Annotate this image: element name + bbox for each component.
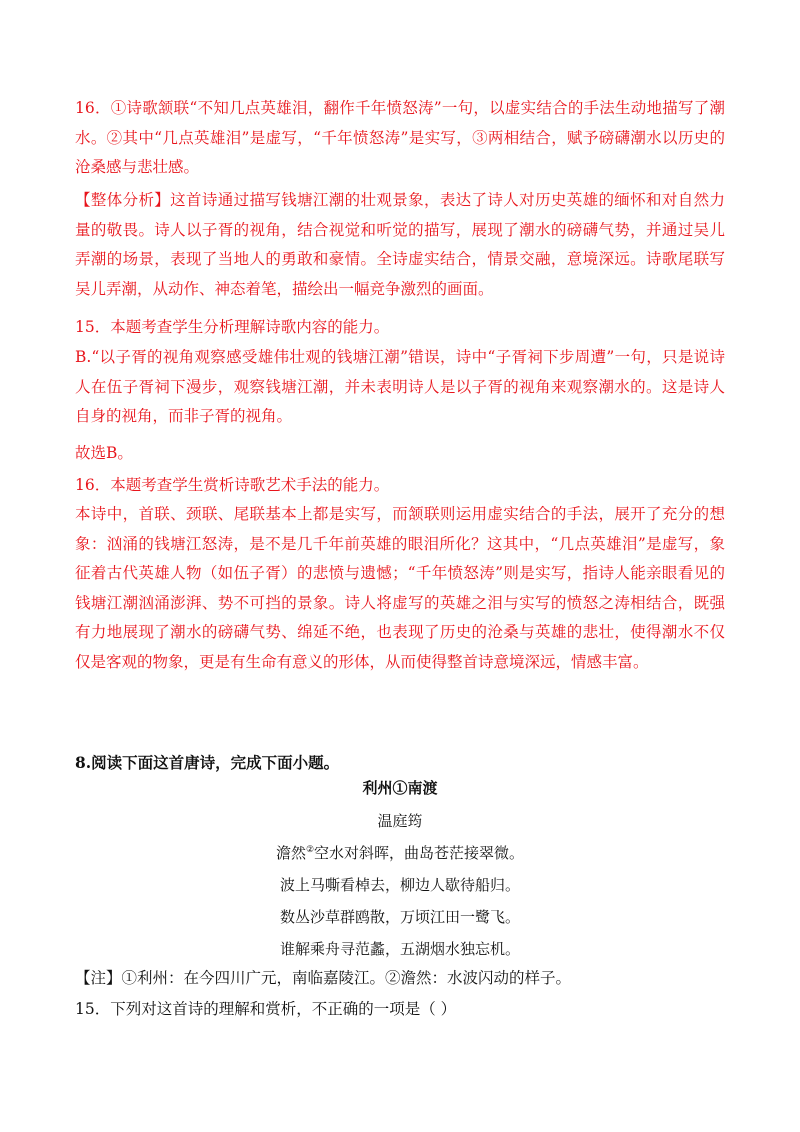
poem-note: 【注】①利州：在今四川广元，南临嘉陵江。②澹然：水波闪动的样子。 — [75, 969, 572, 987]
overall-analysis — [75, 186, 725, 304]
poem-author: 温庭筠 — [377, 812, 423, 830]
overall-analysis-label: 【整体分析】 — [75, 191, 171, 209]
answer-16-summary: 16．①诗歌颔联“不知几点英雄泪，翻作千年愤怒涛”一句，以虚实结合的手法生动地描写了潮水。②其中“几点英雄泪”是虚写，“千年愤怒涛”是实写，③两相结合，赋予磅礴潮水以历史的沧桑感与悲壮感。 — [75, 99, 725, 176]
answer-15-title: 15．本题考查学生分析理解诗歌内容的能力。 — [75, 318, 390, 336]
poem-title: 利州①南渡 — [362, 779, 438, 797]
answer-15-choice: 故选B。 — [75, 444, 133, 462]
question-8-heading: 8.阅读下面这首唐诗，完成下面小题。 — [75, 753, 340, 772]
poem-line-3: 数丛沙草群鸥散，万顷江田一鹭飞。 — [279, 908, 520, 926]
poem-line-4: 谁解乘舟寻范蠡，五湖烟水独忘机。 — [279, 940, 520, 958]
answer-16-title: 16．本题考查学生赏析诗歌艺术手法的能力。 — [75, 476, 390, 494]
poem-line-2: 波上马嘶看棹去，柳边人歇待船归。 — [279, 876, 520, 894]
poem-line-1 — [0, 843, 800, 863]
poem-line-1-start: 澹然 — [275, 844, 306, 862]
overall-analysis-text: 这首诗通过描写钱塘江潮的壮观景象，表达了诗人对历史英雄的缅怀和对自然力量的敬畏。诗人以子胥的视角，结合视觉和听觉的描写，展现了潮水的磅礴气势，并通过吴儿弄潮的场景，表现了当地人的勇敢和豪情。全诗虚实结合，情景交融，意境深远。诗歌尾联写吴儿弄潮，从动作、神态着笔，描绘出一幅竞争激烈的画面。 — [75, 191, 725, 298]
answer-15-body: B.“以子胥的视角观察感受雄伟壮观的钱塘江潮”错误，诗中“子胥祠下步周遭”一句，只是说诗人在伍子胥祠下漫步，观察钱塘江潮，并未表明诗人是以子胥的视角来观察潮水的。这是诗人自身的视角，而非子胥的视角。 — [75, 348, 725, 425]
footnote-marker: ② — [305, 845, 315, 855]
poem-line-1-end: 空水对斜晖，曲岛苍茫接翠微。 — [314, 844, 525, 862]
question-15: 15．下列对这首诗的理解和赏析，不正确的一项是（ ） — [75, 1000, 457, 1018]
answer-16-body: 本诗中，首联、颈联、尾联基本上都是实写，而颔联则运用虚实结合的手法，展开了充分的想象：汹涌的钱塘江怒涛，是不是几千年前英雄的眼泪所化？这其中，“几点英雄泪”是虚写，象征着古代英雄人物（如伍子胥）的悲愤与遗憾；“千年愤怒涛”则是实写，指诗人能亲眼看见的钱塘江潮汹涌澎湃、势不可挡的景象。诗人将虚写的英雄之泪与实写的愤怒之涛相结合，既强有力地展现了潮水的磅礴气势、绵延不绝，也表现了历史的沧桑与英雄的悲壮，使得潮水不仅仅是客观的物象，更是有生命有意义的形体，从而使得整首诗意境深远，情感丰富。 — [75, 505, 725, 671]
